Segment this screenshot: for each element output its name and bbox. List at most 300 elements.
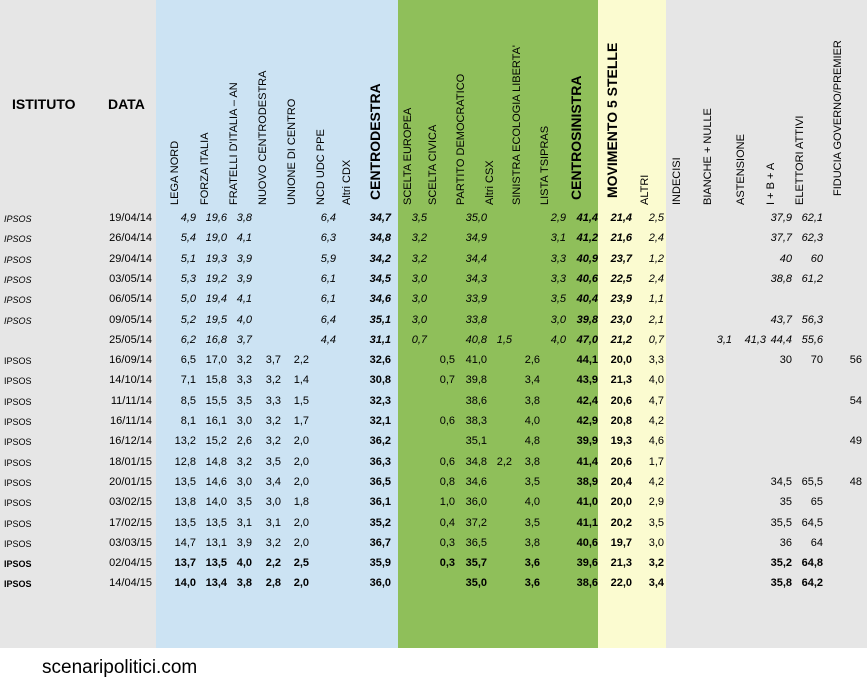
cell-value: 40,4 (576, 293, 598, 306)
cell-value: 19,4 (205, 293, 227, 306)
cell-value: 3,5 (648, 516, 664, 529)
cell-value: 19,3 (610, 435, 632, 448)
cell-value: 3,3 (648, 354, 664, 367)
cell-value: 40 (779, 252, 792, 265)
cell-istituto: IPSOS (4, 518, 32, 529)
cell-istituto: IPSOS (4, 417, 32, 427)
cell-value: 2,0 (293, 516, 309, 529)
column-header: ELETTORI ATTIVI (794, 115, 806, 205)
cell-value: 39,9 (576, 435, 598, 448)
cell-value: 3,2 (411, 252, 427, 265)
cell-value: 3,5 (411, 212, 427, 224)
header-istituto: ISTITUTO (12, 96, 76, 112)
column-header: NCD UDC PPE (315, 129, 327, 205)
cell-data: 11/11/14 (110, 394, 152, 407)
cell-value: 0,3 (439, 557, 455, 570)
column-header: MOVIMENTO 5 STELLE (603, 42, 620, 198)
cell-value: 3,3 (265, 394, 281, 407)
column-header: INDECISI (671, 157, 683, 205)
cell-value: 2,8 (265, 577, 281, 590)
cell-value: 0,7 (411, 333, 427, 346)
cell-value: 13,1 (205, 536, 227, 549)
cell-value: 41,3 (744, 333, 766, 346)
cell-value: 34,7 (369, 212, 391, 224)
cell-data: 18/01/15 (109, 455, 152, 468)
cell-value: 41,4 (576, 212, 598, 224)
cell-value: 2,6 (524, 354, 540, 367)
cell-data: 03/02/15 (109, 496, 152, 509)
cell-value: 21,2 (610, 333, 632, 346)
cell-value: 2,6 (236, 435, 252, 448)
header-data: DATA (108, 96, 145, 112)
cell-value: 62,3 (801, 232, 823, 245)
cell-value: 1,4 (293, 374, 309, 387)
cell-data: 16/09/14 (109, 354, 152, 367)
cell-value: 3,1 (265, 516, 281, 529)
cell-value: 3,9 (236, 536, 252, 549)
cell-value: 6,3 (320, 232, 336, 245)
cell-value: 4,1 (236, 293, 252, 306)
cell-value: 35,9 (369, 557, 391, 570)
cell-value: 3,0 (411, 313, 427, 326)
cell-value: 4,7 (648, 394, 664, 407)
column-header: FIDUCIA GOVERNO/PREMIER (832, 40, 844, 196)
cell-value: 34,6 (465, 475, 487, 488)
cell-value: 3,2 (265, 536, 281, 549)
cell-value: 4,6 (648, 435, 664, 448)
cell-value: 3,9 (236, 272, 252, 285)
cell-value: 64,8 (801, 557, 823, 570)
cell-value: 3,2 (265, 415, 281, 427)
cell-value: 1,5 (496, 333, 512, 346)
cell-value: 34,5 (770, 475, 792, 488)
cell-value: 2,4 (648, 232, 664, 245)
cell-value: 3,2 (236, 354, 252, 367)
cell-istituto: IPSOS (4, 295, 32, 306)
cell-value: 15,8 (205, 374, 227, 387)
cell-value: 64,2 (801, 577, 823, 590)
cell-value: 20,0 (610, 496, 632, 509)
cell-value: 22,5 (610, 272, 632, 285)
cell-value: 3,0 (550, 313, 566, 326)
column-header: FRATELLI D'ITALIA – AN (228, 82, 240, 205)
cell-value: 21,6 (610, 232, 632, 245)
cell-istituto: IPSOS (4, 274, 32, 285)
cell-value: 37,9 (770, 212, 792, 224)
cell-value: 35,2 (369, 516, 391, 529)
cell-istituto: IPSOS (4, 234, 32, 245)
cell-value: 4,0 (236, 557, 252, 570)
cell-value: 62,1 (801, 212, 823, 224)
cell-istituto: IPSOS (4, 457, 32, 468)
cell-value: 40,6 (576, 536, 598, 549)
cell-value: 20,2 (610, 516, 632, 529)
cell-value: 3,0 (411, 272, 427, 285)
cell-value: 3,5 (524, 516, 540, 529)
cell-value: 2,2 (265, 557, 281, 570)
cell-value: 33,8 (465, 313, 487, 326)
cell-value: 41,1 (576, 516, 598, 529)
cell-value: 36,5 (369, 475, 391, 488)
cell-value: 3,1 (236, 516, 252, 529)
column-header: CENTROSINISTRA (567, 75, 584, 200)
cell-value: 65,5 (801, 475, 823, 488)
cell-value: 37,2 (465, 516, 487, 529)
cell-value: 42,9 (576, 415, 598, 427)
cell-value: 34,8 (465, 455, 487, 468)
cell-value: 3,6 (524, 577, 540, 590)
cell-value: 23,0 (610, 313, 632, 326)
cell-value: 8,1 (180, 415, 196, 427)
cell-value: 35 (779, 496, 792, 509)
cell-value: 34,2 (369, 252, 391, 265)
column-header: PARTITO DEMOCRATICO (455, 73, 467, 205)
cell-value: 3,0 (411, 293, 427, 306)
cell-value: 3,9 (236, 252, 252, 265)
cell-value: 1,0 (439, 496, 455, 509)
cell-value: 3,3 (550, 272, 566, 285)
footer-source: scenaripolitici.com (42, 657, 198, 678)
cell-istituto: IPSOS (4, 498, 32, 509)
cell-value: 60 (810, 252, 823, 265)
cell-value: 38,6 (576, 577, 598, 590)
cell-value: 40,6 (576, 272, 598, 285)
cell-data: 14/10/14 (109, 374, 152, 387)
cell-value: 35,8 (770, 577, 792, 590)
cell-value: 36,0 (465, 496, 487, 509)
cell-data: 19/04/14 (109, 212, 152, 224)
cell-data: 25/05/14 (109, 333, 152, 346)
cell-value: 34,6 (369, 293, 391, 306)
cell-data: 03/05/14 (109, 272, 152, 285)
column-header: Altri CSX (484, 160, 496, 205)
cell-value: 4,2 (648, 475, 664, 488)
cell-value: 1,5 (293, 394, 309, 407)
cell-value: 5,9 (320, 252, 336, 265)
cell-value: 3,0 (648, 536, 664, 549)
cell-value: 5,2 (180, 313, 196, 326)
column-header: FORZA ITALIA (199, 132, 211, 205)
cell-value: 22,0 (610, 577, 632, 590)
cell-value: 56 (849, 354, 862, 367)
cell-value: 3,0 (236, 415, 252, 427)
cell-value: 35,2 (770, 557, 792, 570)
cell-data: 17/02/15 (109, 516, 152, 529)
cell-value: 21,3 (610, 374, 632, 387)
cell-value: 20,6 (610, 394, 632, 407)
cell-value: 40,8 (465, 333, 487, 346)
cell-value: 0,8 (439, 475, 455, 488)
cell-value: 1,7 (293, 415, 309, 427)
cell-value: 19,3 (205, 252, 227, 265)
cell-value: 3,8 (524, 455, 540, 468)
cell-value: 4,4 (320, 333, 336, 346)
cell-istituto: IPSOS (4, 477, 32, 488)
column-header: ASTENSIONE (735, 134, 747, 205)
cell-value: 36,5 (465, 536, 487, 549)
cell-value: 3,4 (265, 475, 281, 488)
cell-value: 0,6 (439, 455, 455, 468)
cell-value: 2,0 (293, 577, 309, 590)
cell-value: 4,0 (236, 313, 252, 326)
cell-value: 44,4 (770, 333, 792, 346)
cell-value: 64,5 (801, 516, 823, 529)
cell-istituto: IPSOS (4, 538, 32, 549)
cell-value: 0,7 (439, 374, 455, 387)
cell-value: 8,5 (180, 394, 196, 407)
cell-data: 02/04/15 (109, 557, 152, 570)
cell-value: 2,4 (648, 272, 664, 285)
cell-value: 15,2 (205, 435, 227, 448)
cell-value: 3,5 (236, 496, 252, 509)
cell-value: 13,7 (174, 557, 196, 570)
cell-value: 4,1 (236, 232, 252, 245)
cell-value: 49 (849, 435, 862, 448)
cell-value: 6,1 (320, 272, 336, 285)
cell-value: 19,6 (205, 212, 227, 224)
cell-value: 64 (810, 536, 823, 549)
cell-value: 3,2 (648, 557, 664, 570)
cell-istituto: IPSOS (4, 437, 32, 448)
cell-data: 14/04/15 (109, 577, 152, 590)
cell-value: 3,0 (236, 475, 252, 488)
cell-value: 3,0 (265, 496, 281, 509)
column-header: SCELTA EUROPEA (402, 107, 414, 205)
cell-value: 65 (810, 496, 823, 509)
cell-value: 1,8 (293, 496, 309, 509)
cell-value: 14,6 (205, 475, 227, 488)
cell-value: 6,5 (180, 354, 196, 367)
cell-value: 1,1 (648, 293, 664, 306)
cell-value: 70 (810, 354, 823, 367)
cell-value: 36,2 (369, 435, 391, 448)
cell-value: 13,5 (174, 516, 196, 529)
cell-value: 2,1 (648, 313, 664, 326)
cell-value: 39,8 (576, 313, 598, 326)
cell-value: 3,5 (550, 293, 566, 306)
cell-value: 3,4 (648, 577, 664, 590)
cell-data: 20/01/15 (109, 475, 152, 488)
cell-value: 38,3 (465, 415, 487, 427)
cell-data: 16/12/14 (109, 435, 152, 448)
cell-value: 40,9 (576, 252, 598, 265)
cell-value: 44,1 (576, 354, 598, 367)
cell-istituto: IPSOS (4, 376, 32, 387)
cell-value: 43,7 (770, 313, 792, 326)
cell-value: 33,9 (465, 293, 487, 306)
cell-value: 20,6 (610, 455, 632, 468)
cell-istituto: IPSOS (4, 559, 32, 570)
cell-value: 6,4 (320, 212, 336, 224)
cell-value: 16,8 (205, 333, 227, 346)
cell-value: 2,0 (293, 435, 309, 448)
cell-value: 2,0 (293, 455, 309, 468)
cell-value: 15,5 (205, 394, 227, 407)
cell-value: 3,4 (524, 374, 540, 387)
cell-istituto: IPSOS (4, 315, 32, 326)
cell-value: 38,9 (576, 475, 598, 488)
cell-value: 41,0 (576, 496, 598, 509)
cell-value: 35,0 (465, 212, 487, 224)
cell-istituto: IPSOS (4, 214, 32, 224)
cell-data: 29/04/14 (109, 252, 152, 265)
cell-value: 2,5 (648, 212, 664, 224)
cell-value: 3,5 (236, 394, 252, 407)
cell-value: 19,2 (205, 272, 227, 285)
cell-value: 6,2 (180, 333, 196, 346)
cell-value: 2,2 (293, 354, 309, 367)
cell-value: 21,4 (610, 212, 632, 224)
cell-value: 61,2 (801, 272, 823, 285)
cell-data: 03/03/15 (109, 536, 152, 549)
cell-value: 32,1 (369, 415, 391, 427)
cell-value: 3,3 (550, 252, 566, 265)
cell-value: 19,0 (205, 232, 227, 245)
column-header: SCELTA CIVICA (427, 124, 439, 205)
cell-value: 3,8 (524, 536, 540, 549)
cell-value: 6,4 (320, 313, 336, 326)
cell-value: 4,0 (648, 374, 664, 387)
cell-value: 7,1 (180, 374, 196, 387)
cell-value: 30 (779, 354, 792, 367)
cell-value: 13,5 (205, 557, 227, 570)
cell-value: 1,2 (648, 252, 664, 265)
cell-value: 4,8 (524, 435, 540, 448)
cell-value: 12,8 (174, 455, 196, 468)
cell-value: 41,0 (465, 354, 487, 367)
cell-value: 0,7 (648, 333, 664, 346)
cell-value: 19,7 (610, 536, 632, 549)
cell-value: 32,3 (369, 394, 391, 407)
cell-value: 47,0 (576, 333, 598, 346)
cell-value: 3,8 (236, 577, 252, 590)
cell-value: 17,0 (205, 354, 227, 367)
cell-data: 16/11/14 (109, 415, 152, 427)
cell-value: 36,1 (369, 496, 391, 509)
cell-value: 3,2 (265, 435, 281, 448)
cell-value: 42,4 (576, 394, 598, 407)
cell-value: 5,1 (180, 252, 196, 265)
column-header: ALTRI (639, 174, 651, 205)
cell-value: 19,5 (205, 313, 227, 326)
cell-value: 1,7 (648, 455, 664, 468)
cell-value: 5,3 (180, 272, 196, 285)
cell-value: 3,5 (524, 475, 540, 488)
cell-value: 13,8 (174, 496, 196, 509)
cell-value: 23,7 (610, 252, 632, 265)
cell-value: 36,7 (369, 536, 391, 549)
cell-value: 39,8 (465, 374, 487, 387)
column-header: BIANCHE + NULLE (702, 108, 714, 205)
cell-value: 54 (849, 394, 862, 407)
cell-value: 23,9 (610, 293, 632, 306)
cell-value: 0,3 (439, 536, 455, 549)
column-header: I + B + A (765, 162, 777, 205)
cell-value: 3,8 (236, 212, 252, 224)
cell-value: 43,9 (576, 374, 598, 387)
cell-value: 0,5 (439, 354, 455, 367)
column-header: Altri CDX (341, 159, 353, 205)
cell-value: 31,1 (369, 333, 391, 346)
cell-istituto: IPSOS (4, 579, 32, 590)
cell-value: 41,2 (576, 232, 598, 245)
cell-istituto: IPSOS (4, 254, 32, 265)
cell-value: 34,8 (369, 232, 391, 245)
cell-value: 13,2 (174, 435, 196, 448)
cell-data: 06/05/14 (109, 293, 152, 306)
column-header: SINISTRA ECOLOGIA LIBERTA' (511, 44, 523, 205)
cell-value: 3,2 (265, 374, 281, 387)
cell-value: 34,4 (465, 252, 487, 265)
cell-value: 35,1 (369, 313, 391, 326)
cell-value: 3,1 (716, 333, 732, 346)
cell-value: 35,5 (770, 516, 792, 529)
cell-value: 35,0 (465, 577, 487, 590)
cell-value: 3,8 (524, 394, 540, 407)
cell-value: 4,9 (180, 212, 196, 224)
cell-value: 32,6 (369, 354, 391, 367)
cell-value: 3,1 (550, 232, 566, 245)
cell-value: 0,4 (439, 516, 455, 529)
cell-value: 41,4 (576, 455, 598, 468)
cell-value: 13,5 (205, 516, 227, 529)
cell-value: 30,8 (369, 374, 391, 387)
cell-value: 35,1 (465, 435, 487, 448)
cell-value: 6,1 (320, 293, 336, 306)
cell-value: 38,6 (465, 394, 487, 407)
cell-value: 3,2 (411, 232, 427, 245)
cell-value: 21,3 (610, 557, 632, 570)
cell-istituto: IPSOS (4, 356, 32, 367)
cell-value: 14,7 (174, 536, 196, 549)
cell-value: 14,8 (205, 455, 227, 468)
cell-value: 2,9 (648, 496, 664, 509)
cell-value: 36,3 (369, 455, 391, 468)
cell-value: 20,4 (610, 475, 632, 488)
cell-value: 39,6 (576, 557, 598, 570)
cell-value: 3,7 (265, 354, 281, 367)
cell-value: 36,0 (369, 577, 391, 590)
cell-value: 34,3 (465, 272, 487, 285)
cell-value: 36 (779, 536, 792, 549)
cell-value: 3,5 (265, 455, 281, 468)
cell-value: 3,2 (236, 455, 252, 468)
cell-value: 55,6 (801, 333, 823, 346)
cell-value: 5,4 (180, 232, 196, 245)
cell-value: 34,5 (369, 272, 391, 285)
column-header: NUOVO CENTRODESTRA (257, 70, 269, 205)
cell-istituto: IPSOS (4, 396, 32, 407)
cell-value: 13,4 (205, 577, 227, 590)
cell-value: 16,1 (205, 415, 227, 427)
cell-value: 4,0 (524, 496, 540, 509)
cell-value: 5,0 (180, 293, 196, 306)
cell-value: 14,0 (174, 577, 196, 590)
cell-value: 35,7 (465, 557, 487, 570)
column-header: LISTA TSIPRAS (539, 125, 551, 205)
cell-data: 26/04/14 (109, 232, 152, 245)
cell-value: 3,7 (236, 333, 252, 346)
cell-value: 2,2 (496, 455, 512, 468)
cell-value: 13,5 (174, 475, 196, 488)
cell-value: 20,8 (610, 415, 632, 427)
cell-data: 09/05/14 (109, 313, 152, 326)
cell-value: 4,2 (648, 415, 664, 427)
cell-value: 2,0 (293, 536, 309, 549)
cell-value: 34,9 (465, 232, 487, 245)
cell-value: 2,0 (293, 475, 309, 488)
column-header: CENTRODESTRA (366, 83, 383, 200)
